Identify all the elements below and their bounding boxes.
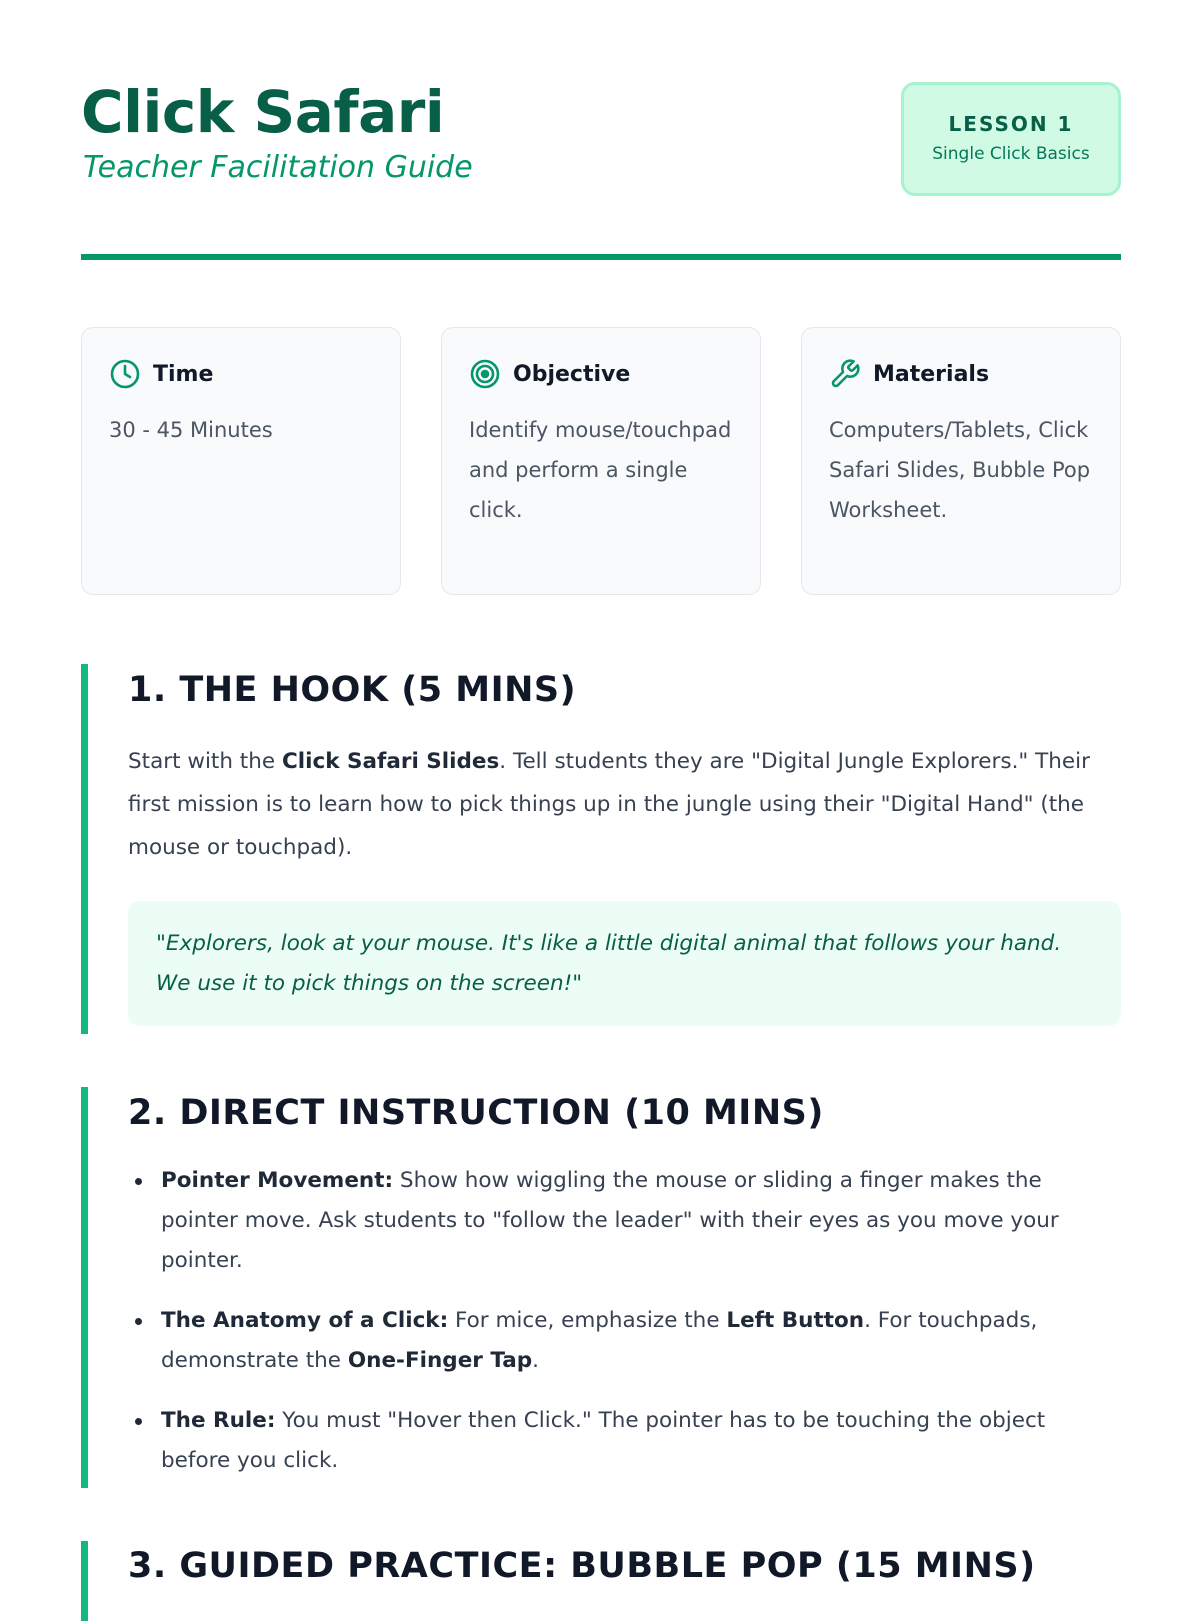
- list-item-text: For mice, emphasize the: [448, 1308, 727, 1333]
- paragraph-text: Start with the: [128, 749, 282, 774]
- header-divider: [81, 254, 1121, 260]
- list-item-bold: One-Finger Tap: [347, 1348, 533, 1373]
- section-title: 2. DIRECT INSTRUCTION (10 MINS): [128, 1093, 824, 1133]
- section-title: 3. GUIDED PRACTICE: BUBBLE POP (15 MINS): [128, 1546, 1036, 1586]
- lesson-badge: [901, 82, 1121, 196]
- section-title: 1. THE HOOK (5 MINS): [128, 670, 577, 710]
- info-cards: [81, 327, 1121, 595]
- list-item: [128, 1161, 1121, 1281]
- info-card-objective: [441, 327, 761, 595]
- card-title: Materials: [873, 361, 990, 387]
- lesson-guide-page: [81, 0, 1121, 1586]
- section-direct-instruction: [81, 1087, 1121, 1488]
- list-item-text: Show how wiggling the mouse or sliding a finger makes the pointer move. Ask students to "follow the leader" with their eyes as you move your pointer.: [161, 1168, 1059, 1273]
- card-title: Time: [153, 361, 214, 387]
- section-guided-practice: [81, 1541, 1121, 1621]
- card-header: [469, 358, 734, 390]
- card-body: 30 - 45 Minutes: [109, 418, 273, 442]
- instruction-list: [128, 1161, 1121, 1481]
- list-item-text: You must "Hover then Click." The pointer has to be touching the object before you click.: [161, 1408, 1046, 1473]
- card-body: Computers/Tablets, Click Safari Slides, Bubble Pop Worksheet.: [829, 418, 1091, 522]
- list-item-bold: Left Button: [726, 1308, 865, 1333]
- section-hook: [81, 664, 1121, 1034]
- info-card-time: [81, 327, 401, 595]
- list-item-label: The Anatomy of a Click:: [161, 1308, 449, 1333]
- card-body: Identify mouse/touchpad and perform a single click.: [469, 418, 732, 522]
- lesson-badge-subtitle: Single Click Basics: [932, 144, 1090, 164]
- list-item: [128, 1401, 1121, 1481]
- list-item-text: . For touchpads, demonstrate the: [161, 1308, 1038, 1373]
- list-item-label: The Rule:: [161, 1408, 276, 1433]
- section-paragraph: [128, 740, 1121, 869]
- list-item-text: .: [532, 1348, 540, 1373]
- lesson-badge-title: LESSON 1: [948, 112, 1074, 136]
- page-title: Click Safari: [81, 78, 445, 146]
- card-header: [109, 358, 374, 390]
- card-title: Objective: [513, 361, 631, 387]
- clock-icon: [109, 358, 141, 390]
- target-icon: [469, 358, 501, 390]
- teacher-script-quote: "Explorers, look at your mouse. It's like a little digital animal that follows your hand. We use it to pick things on the screen!": [128, 901, 1121, 1026]
- paragraph-text: . Tell students they are "Digital Jungle Explorers." Their first mission is to learn how to pick things up in the jungle using their "Digital Hand" (the mouse or touchpad).: [128, 749, 1090, 860]
- list-item: [128, 1301, 1121, 1381]
- card-header: [829, 358, 1094, 390]
- wrench-icon: [829, 358, 861, 390]
- info-card-materials: [801, 327, 1121, 595]
- page-subtitle: Teacher Facilitation Guide: [83, 150, 473, 185]
- page-header: [81, 0, 1121, 262]
- list-item-label: Pointer Movement:: [161, 1168, 394, 1193]
- paragraph-bold: Click Safari Slides: [281, 749, 500, 774]
